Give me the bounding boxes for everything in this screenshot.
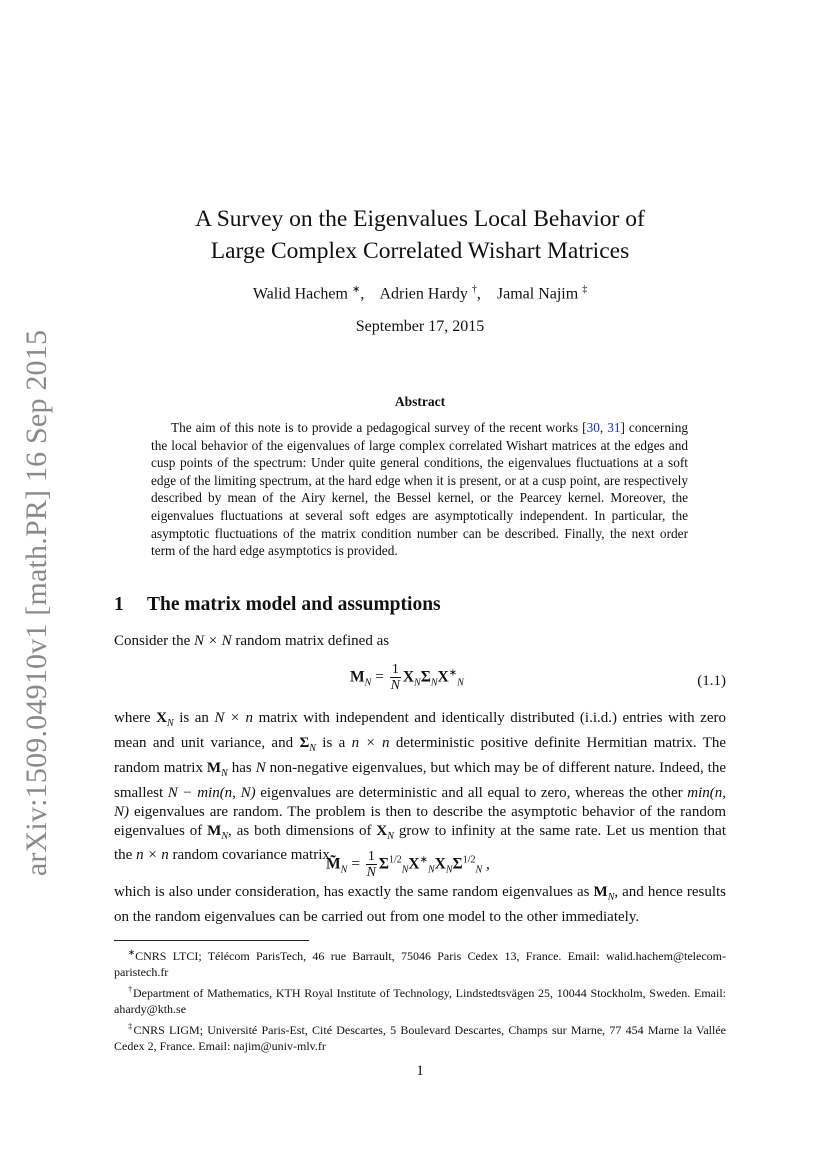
inline-math: n × n: [136, 847, 169, 864]
footnote-text: CNRS LTCI; Télécom ParisTech, 46 rue Barrault, 75046 Paris Cedex 13, France. Email: walid.hachem@telecom-paristech.fr: [114, 949, 726, 979]
math-subscript: N: [221, 830, 229, 842]
section-title: The matrix model and assumptions: [147, 594, 441, 615]
math-subscript: N: [221, 767, 228, 779]
footnote-najim: [114, 1019, 726, 1054]
fraction-denominator: N: [366, 865, 376, 880]
body-text: eigenvalues are random. The problem is then to describe the asymptotic behavior of the random eigenvalues of: [114, 803, 726, 839]
math-punctuation: ,: [482, 855, 490, 873]
page-number: 1: [416, 1063, 424, 1079]
body-paragraph: [114, 883, 726, 927]
abstract-heading: Abstract: [394, 394, 446, 409]
fraction-numerator: 1: [391, 662, 399, 677]
math-symbol: X: [156, 710, 168, 726]
author-hachem: Walid Hachem: [252, 285, 348, 303]
body-paragraph: [114, 709, 726, 865]
math-superscript: 1/2: [388, 854, 402, 866]
author-mark: †: [471, 284, 477, 295]
footnote-hachem: [114, 945, 726, 980]
math-superscript: ∗: [448, 667, 458, 679]
equation-covariance: [114, 849, 726, 887]
fraction: [366, 849, 377, 881]
body-text: random covariance matrix: [168, 847, 330, 864]
author-mark: ‡: [582, 284, 588, 295]
math-symbol: M: [207, 822, 222, 839]
footnotes: [114, 945, 726, 1057]
body-text: grow to infinity at the same rate. Let us mention that the: [114, 822, 727, 864]
math-symbol: M̃: [326, 855, 341, 873]
inline-math: N × N: [194, 633, 232, 649]
math-symbol: Σ: [378, 855, 389, 873]
paper-title: [114, 203, 726, 267]
math-operator: =: [351, 855, 360, 873]
equation-body: [350, 662, 464, 694]
abstract-body: [151, 419, 688, 560]
equation-body: [326, 849, 490, 881]
footnote-text: Department of Mathematics, KTH Royal Institute of Technology, Lindstedtsvägen 25, 10044 Stockholm, Sweden. Email: ahardy@kth.se: [114, 986, 727, 1016]
section-heading: [114, 594, 726, 616]
math-symbol: Σ: [452, 855, 463, 873]
body-text: deterministic positive definite Hermitian matrix. The random matrix: [114, 734, 727, 776]
author-mark: ∗: [351, 284, 361, 295]
paper-date: September 17, 2015: [355, 318, 485, 335]
math-subscript: N: [167, 718, 174, 729]
math-subscript: N: [387, 830, 394, 842]
inline-math: N: [255, 759, 266, 776]
body-paragraph: [114, 632, 726, 651]
body-text: has: [227, 759, 256, 776]
citation-link[interactable]: 30: [586, 420, 600, 435]
math-symbol: X: [437, 668, 449, 686]
body-text: Consider the: [114, 633, 194, 649]
math-subscript: N: [607, 892, 615, 903]
math-subscript: N: [340, 864, 348, 876]
body-text: is an: [173, 710, 215, 726]
inline-math: min(n, N): [114, 784, 726, 820]
inline-math: N × n: [214, 710, 254, 726]
author-list: Walid Hachem ∗, Adrien Hardy †, Jamal Najim ‡: [252, 284, 588, 303]
footnote-text: CNRS LIGM; Université Paris-Est, Cité Descartes, 5 Boulevard Descartes, Champs sur Marne, 77 454 Marne la Vallée Cedex 2, France. Email: najim@univ-mlv.fr: [114, 1023, 727, 1053]
abstract-text: [: [582, 420, 587, 435]
math-symbol: M: [593, 884, 608, 900]
inline-math: N − min(n, N): [167, 784, 256, 801]
fraction-denominator: N: [390, 678, 400, 693]
footnote-divider: [114, 940, 309, 941]
math-superscript: 1/2: [462, 854, 476, 866]
math-symbol: X: [408, 855, 420, 873]
math-subscript: N: [309, 742, 316, 754]
fraction-numerator: 1: [367, 849, 375, 864]
math-subscript: N: [430, 677, 438, 689]
math-subscript: N: [401, 864, 409, 876]
body-text: which is also under consideration, has exactly the same random eigenvalues as: [114, 884, 594, 900]
body-text: non-negative eigenvalues, but which may be of different nature. Indeed, the smallest: [114, 759, 727, 801]
math-subscript: N: [428, 864, 435, 876]
footnote-hardy: [114, 982, 726, 1017]
math-subscript: N: [445, 864, 453, 876]
author-hardy: Adrien Hardy: [379, 285, 468, 303]
body-text: , and hence results on the random eigenvalues can be carried out from one model to the other immediately.: [114, 884, 727, 925]
math-symbol: M: [350, 668, 365, 686]
math-subscript: N: [414, 677, 421, 689]
math-subscript: N: [475, 864, 483, 876]
citation-link[interactable]: 31: [607, 420, 621, 435]
math-operator: =: [375, 668, 384, 686]
fraction: [390, 662, 401, 694]
abstract-text: concerning the local behavior of the eigenvalues of large complex correlated Wishart matrices at the edges and cusp points of the spectrum: Under quite general conditions, the eigenvalues fluctuations at a soft edge of the limiting spectrum, at the hard edge when it is present, or at a cusp point, are respectively described by mean of the Airy kernel, the Bessel kernel, or the Pearcey kernel. Moreover, the eigenvalues fluctuations at several soft edges are asymptotically independent. In particular, the asymptotic fluctuations of the matrix condition number can be described. Finally, the next order term of the hard edge asymptotics is provided.: [151, 420, 688, 559]
equation-1-1: [114, 660, 726, 702]
abstract-text: ,: [599, 420, 608, 435]
author-najim: Jamal Najim: [496, 285, 579, 303]
body-text: , as both dimensions of: [228, 822, 377, 839]
body-text: is a: [315, 734, 352, 751]
body-text: random matrix defined as: [231, 633, 390, 649]
math-symbol: X: [376, 822, 388, 839]
abstract-text: ]: [620, 420, 625, 435]
footnote-mark: ‡: [128, 1021, 134, 1032]
math-symbol: Σ: [299, 734, 310, 751]
abstract-text: The aim of this note is to provide a pedagogical survey of the recent works: [171, 420, 583, 435]
math-subscript: N: [364, 677, 372, 689]
arxiv-identifier: arXiv:1509.04910v1 [math.PR] 16 Sep 2015: [20, 329, 53, 877]
footnote-mark: ∗: [128, 947, 136, 957]
math-superscript: ∗: [419, 854, 428, 866]
math-subscript: N: [457, 677, 464, 689]
math-symbol: Σ: [420, 668, 431, 686]
math-symbol: X: [402, 668, 415, 686]
title-line-1: A Survey on the Eigenvalues Local Behavior of: [195, 206, 645, 232]
abstract-paragraph: [151, 419, 688, 560]
section-number: 1: [114, 594, 124, 615]
footnote-mark: †: [128, 984, 133, 995]
body-text: eigenvalues are deterministic and all equal to zero, whereas the other: [255, 784, 688, 801]
inline-math: n × n: [351, 734, 390, 751]
arxiv-side-stamp: [14, 329, 60, 877]
equation-number: (1.1): [697, 673, 726, 689]
math-symbol: X: [434, 855, 446, 873]
body-text: matrix with independent and identically distributed (i.i.d.) entries with zero mean and unit variance, and: [114, 710, 726, 751]
math-symbol: M: [206, 759, 222, 776]
title-line-2: Large Complex Correlated Wishart Matrices: [210, 238, 630, 264]
body-text: where: [114, 710, 157, 726]
